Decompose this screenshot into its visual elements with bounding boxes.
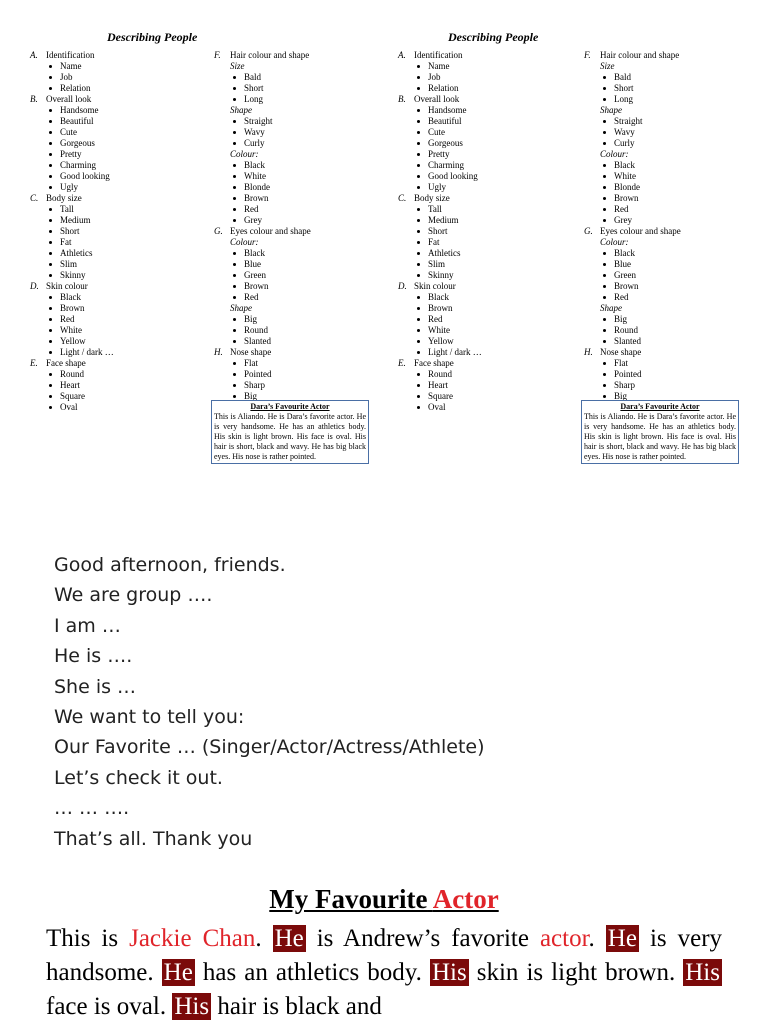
list-item: Athletics bbox=[60, 248, 114, 259]
section-heading bbox=[398, 281, 482, 292]
bullet-list bbox=[398, 292, 482, 358]
section-letter: A. bbox=[398, 50, 406, 60]
subgroup-label: Size bbox=[600, 61, 615, 71]
highlighted-pronoun: His bbox=[685, 959, 720, 986]
list-item: Brown bbox=[614, 193, 681, 204]
example-text-box bbox=[211, 400, 369, 464]
list-item: Red bbox=[244, 292, 311, 303]
section-heading bbox=[584, 347, 681, 358]
bullet-list bbox=[398, 105, 482, 193]
list-item: Fat bbox=[428, 237, 482, 248]
list-item: Cute bbox=[428, 127, 482, 138]
essay-text: hair is black and bbox=[211, 993, 382, 1020]
list-item: Name bbox=[428, 61, 482, 72]
essay-paragraph bbox=[46, 922, 722, 1024]
bullet-list bbox=[214, 314, 311, 347]
list-item: Slim bbox=[428, 259, 482, 270]
section-heading bbox=[584, 50, 681, 61]
list-item: Flat bbox=[614, 358, 681, 369]
list-item: Brown bbox=[244, 193, 311, 204]
list-item: Ugly bbox=[60, 182, 114, 193]
subgroup-label: Shape bbox=[230, 105, 252, 115]
list-item: Red bbox=[614, 204, 681, 215]
list-item: Light / dark … bbox=[428, 347, 482, 357]
section-letter: F. bbox=[214, 50, 221, 60]
section-heading bbox=[30, 281, 114, 292]
list-item: Black bbox=[428, 292, 482, 303]
essay-title bbox=[0, 884, 768, 915]
list-item: Good looking bbox=[60, 171, 114, 182]
list-item: Slanted bbox=[614, 336, 681, 347]
list-item: Ugly bbox=[428, 182, 482, 193]
highlighted-noun: Jackie Chan bbox=[129, 925, 256, 952]
section-heading bbox=[398, 358, 482, 369]
worksheet-title: Describing People bbox=[448, 30, 539, 44]
list-item: Big bbox=[244, 314, 311, 325]
section-title: Body size bbox=[414, 193, 450, 203]
section-letter: B. bbox=[30, 94, 38, 104]
list-item: Bald bbox=[244, 72, 311, 83]
script-line: Good afternoon, friends. bbox=[54, 554, 286, 576]
list-item: Big bbox=[614, 314, 681, 325]
list-item: Yellow bbox=[60, 336, 114, 347]
list-item: Short bbox=[244, 83, 311, 94]
presentation-script bbox=[54, 550, 485, 854]
list-item: Beautiful bbox=[428, 116, 482, 127]
bullet-list bbox=[584, 314, 681, 347]
subgroup-label: Shape bbox=[600, 105, 622, 115]
highlighted-noun: actor bbox=[539, 925, 589, 952]
list-item: Brown bbox=[614, 281, 681, 292]
section-heading bbox=[398, 50, 482, 61]
list-item: Black bbox=[60, 292, 114, 303]
section-heading bbox=[398, 193, 482, 204]
section-heading bbox=[30, 94, 114, 105]
list-item: Skinny bbox=[60, 270, 114, 281]
script-line: Our Favorite … (Singer/Actor/Actress/Athlete) bbox=[54, 736, 485, 759]
list-item: Round bbox=[614, 325, 681, 336]
bullet-list bbox=[584, 160, 681, 226]
list-item: Cute bbox=[60, 127, 114, 138]
script-line: We want to tell you: bbox=[54, 706, 245, 729]
list-item: Yellow bbox=[428, 336, 482, 347]
list-item: Long bbox=[614, 94, 681, 105]
bullet-list bbox=[584, 358, 681, 402]
essay-text: . bbox=[255, 925, 273, 952]
script-line: … … …. bbox=[54, 797, 130, 820]
section-heading bbox=[214, 226, 311, 237]
list-item: Fat bbox=[60, 237, 114, 248]
section-letter: H. bbox=[214, 347, 223, 357]
list-item: Name bbox=[60, 61, 114, 72]
list-item: Slim bbox=[60, 259, 114, 270]
section-heading bbox=[30, 358, 114, 369]
list-item: Round bbox=[428, 369, 482, 380]
example-text-box bbox=[581, 400, 739, 464]
script-line: He is …. bbox=[54, 645, 133, 668]
bullet-list bbox=[30, 204, 114, 281]
section-heading bbox=[30, 193, 114, 204]
list-item: Tall bbox=[60, 204, 114, 215]
list-item: Square bbox=[60, 391, 114, 402]
section-title: Nose shape bbox=[230, 347, 272, 357]
list-item: Round bbox=[60, 369, 114, 380]
essay-text: has an athletics body. bbox=[194, 959, 430, 986]
list-item: Black bbox=[244, 160, 311, 171]
essay-text: skin is light brown. bbox=[468, 959, 684, 986]
list-item: Grey bbox=[614, 215, 681, 226]
list-item: Straight bbox=[244, 116, 311, 127]
section-title: Face shape bbox=[46, 358, 86, 368]
essay-text: face is oval. bbox=[46, 993, 173, 1020]
bullet-list bbox=[214, 160, 311, 226]
section-letter: G. bbox=[584, 226, 593, 236]
list-item: Curly bbox=[614, 138, 681, 149]
bullet-list bbox=[214, 248, 311, 303]
worksheet-copy-1 bbox=[0, 0, 384, 480]
list-item: Brown bbox=[244, 281, 311, 292]
section-letter: E. bbox=[398, 358, 406, 368]
bullet-list bbox=[30, 61, 114, 94]
list-item: Blonde bbox=[614, 182, 681, 193]
script-line: Let’s check it out. bbox=[54, 766, 223, 789]
list-item: White bbox=[60, 325, 114, 336]
section-letter: C. bbox=[30, 193, 39, 203]
script-line: That’s all. Thank you bbox=[54, 827, 253, 850]
section-title: Eyes colour and shape bbox=[230, 226, 311, 236]
list-item: Heart bbox=[428, 380, 482, 391]
bullet-list bbox=[398, 204, 482, 281]
list-item: Grey bbox=[244, 215, 311, 226]
bullet-list bbox=[398, 369, 482, 413]
section-title: Hair colour and shape bbox=[600, 50, 680, 60]
list-item: Black bbox=[244, 248, 311, 259]
section-title: Overall look bbox=[46, 94, 92, 104]
list-item: Charming bbox=[60, 160, 114, 171]
subgroup-label: Shape bbox=[600, 303, 622, 313]
worksheet-left-column bbox=[398, 50, 482, 413]
bullet-list bbox=[214, 116, 311, 149]
worksheet-right-column bbox=[214, 50, 311, 402]
list-item: Short bbox=[614, 83, 681, 94]
worksheet-copy-2 bbox=[370, 0, 754, 480]
section-title: Skin colour bbox=[414, 281, 456, 291]
list-item: Tall bbox=[428, 204, 482, 215]
section-letter: D. bbox=[398, 281, 407, 291]
list-item: Black bbox=[614, 248, 681, 259]
list-item: Beautiful bbox=[60, 116, 114, 127]
list-item: Brown bbox=[428, 303, 482, 314]
essay-text: is very handsome. bbox=[46, 925, 723, 986]
bullet-list bbox=[398, 61, 482, 94]
list-item: Wavy bbox=[614, 127, 681, 138]
list-item: Short bbox=[60, 226, 114, 237]
section-title: Overall look bbox=[414, 94, 460, 104]
essay-text: This is bbox=[46, 925, 130, 952]
example-box-text: This is Aliando. He is Dara’s favorite actor. He is very handsome. He has an athletics body. His skin is light brown. His face is oval. His hair is short, black and wavy. He has big black eyes. His nose is rather pointed. bbox=[584, 412, 736, 461]
list-item: Square bbox=[428, 391, 482, 402]
list-item: Blue bbox=[244, 259, 311, 270]
list-item: White bbox=[428, 325, 482, 336]
list-item: Green bbox=[244, 270, 311, 281]
list-item: Brown bbox=[60, 303, 114, 314]
list-item: Relation bbox=[60, 83, 114, 94]
list-item: Big bbox=[244, 391, 311, 402]
essay-title-main: My Favourite bbox=[269, 884, 428, 914]
list-item: Black bbox=[614, 160, 681, 171]
section-letter: C. bbox=[398, 193, 407, 203]
list-item: Big bbox=[614, 391, 681, 402]
list-item: Curly bbox=[244, 138, 311, 149]
list-item: Light / dark … bbox=[60, 347, 114, 357]
section-title: Identification bbox=[46, 50, 95, 60]
list-item: Short bbox=[428, 226, 482, 237]
essay-text: is Andrew’s favorite bbox=[305, 925, 540, 952]
subgroup-label: Colour: bbox=[230, 237, 259, 247]
list-item: Gorgeous bbox=[428, 138, 482, 149]
list-item: Athletics bbox=[428, 248, 482, 259]
highlighted-pronoun: His bbox=[174, 993, 210, 1020]
script-line: She is … bbox=[54, 675, 137, 698]
list-item: Red bbox=[428, 314, 482, 325]
list-item: Medium bbox=[428, 215, 482, 226]
list-item: Medium bbox=[60, 215, 114, 226]
section-title: Eyes colour and shape bbox=[600, 226, 681, 236]
essay-text: . bbox=[588, 925, 606, 952]
script-line: We are group …. bbox=[54, 584, 213, 607]
worksheet-left-column bbox=[30, 50, 114, 413]
subgroup-label: Colour: bbox=[230, 149, 259, 159]
list-item: Long bbox=[244, 94, 311, 105]
worksheet-right-column bbox=[584, 50, 681, 402]
example-box-text: This is Aliando. He is Dara’s favorite actor. He is very handsome. He has an athletics body. His skin is light brown. His face is oval. His hair is short, black and wavy. He has big black eyes. His nose is rather pointed. bbox=[214, 412, 366, 461]
section-heading bbox=[214, 50, 311, 61]
section-heading bbox=[398, 94, 482, 105]
list-item: Red bbox=[244, 204, 311, 215]
list-item: Sharp bbox=[614, 380, 681, 391]
list-item: Oval bbox=[60, 402, 114, 413]
subgroup-label: Colour: bbox=[600, 237, 629, 247]
section-heading bbox=[584, 226, 681, 237]
list-item: Skinny bbox=[428, 270, 482, 281]
bullet-list bbox=[214, 358, 311, 402]
list-item: Straight bbox=[614, 116, 681, 127]
list-item: Blonde bbox=[244, 182, 311, 193]
highlighted-pronoun: He bbox=[607, 925, 637, 952]
list-item: White bbox=[244, 171, 311, 182]
list-item: Charming bbox=[428, 160, 482, 171]
bullet-list bbox=[30, 369, 114, 413]
bullet-list bbox=[214, 72, 311, 105]
section-title: Hair colour and shape bbox=[230, 50, 310, 60]
list-item: Red bbox=[614, 292, 681, 303]
section-title: Identification bbox=[414, 50, 463, 60]
highlighted-pronoun: His bbox=[431, 959, 467, 986]
subgroup-label: Colour: bbox=[600, 149, 629, 159]
section-heading bbox=[30, 50, 114, 61]
list-item: Handsome bbox=[428, 105, 482, 116]
section-letter: D. bbox=[30, 281, 39, 291]
example-box-title: Dara’s Favourite Actor bbox=[620, 402, 700, 411]
list-item: White bbox=[614, 171, 681, 182]
list-item: Job bbox=[428, 72, 482, 83]
list-item: Oval bbox=[428, 402, 482, 413]
list-item: Pointed bbox=[244, 369, 311, 380]
worksheet-title: Describing People bbox=[107, 30, 198, 44]
section-letter: A. bbox=[30, 50, 38, 60]
section-title: Body size bbox=[46, 193, 82, 203]
highlighted-pronoun: He bbox=[163, 959, 193, 986]
list-item: Blue bbox=[614, 259, 681, 270]
section-title: Face shape bbox=[414, 358, 454, 368]
bullet-list bbox=[30, 105, 114, 193]
script-line: I am … bbox=[54, 614, 121, 637]
essay-title-highlight: Actor bbox=[432, 884, 499, 914]
list-item: Gorgeous bbox=[60, 138, 114, 149]
bullet-list bbox=[30, 292, 114, 358]
section-heading bbox=[214, 347, 311, 358]
bullet-list bbox=[584, 72, 681, 105]
subgroup-label: Size bbox=[230, 61, 245, 71]
list-item: Heart bbox=[60, 380, 114, 391]
bullet-list bbox=[584, 116, 681, 149]
list-item: Pretty bbox=[428, 149, 482, 160]
list-item: Pointed bbox=[614, 369, 681, 380]
section-title: Skin colour bbox=[46, 281, 88, 291]
section-letter: E. bbox=[30, 358, 38, 368]
bullet-list bbox=[584, 248, 681, 303]
list-item: Bald bbox=[614, 72, 681, 83]
subgroup-label: Shape bbox=[230, 303, 252, 313]
section-letter: F. bbox=[584, 50, 591, 60]
list-item: Wavy bbox=[244, 127, 311, 138]
list-item: Handsome bbox=[60, 105, 114, 116]
list-item: Round bbox=[244, 325, 311, 336]
example-box-title: Dara’s Favourite Actor bbox=[250, 402, 330, 411]
list-item: Sharp bbox=[244, 380, 311, 391]
list-item: Flat bbox=[244, 358, 311, 369]
highlighted-pronoun: He bbox=[274, 925, 304, 952]
list-item: Good looking bbox=[428, 171, 482, 182]
list-item: Green bbox=[614, 270, 681, 281]
list-item: Red bbox=[60, 314, 114, 325]
section-letter: H. bbox=[584, 347, 593, 357]
list-item: Relation bbox=[428, 83, 482, 94]
section-letter: B. bbox=[398, 94, 406, 104]
list-item: Pretty bbox=[60, 149, 114, 160]
section-title: Nose shape bbox=[600, 347, 642, 357]
list-item: Job bbox=[60, 72, 114, 83]
list-item: Slanted bbox=[244, 336, 311, 347]
section-letter: G. bbox=[214, 226, 223, 236]
